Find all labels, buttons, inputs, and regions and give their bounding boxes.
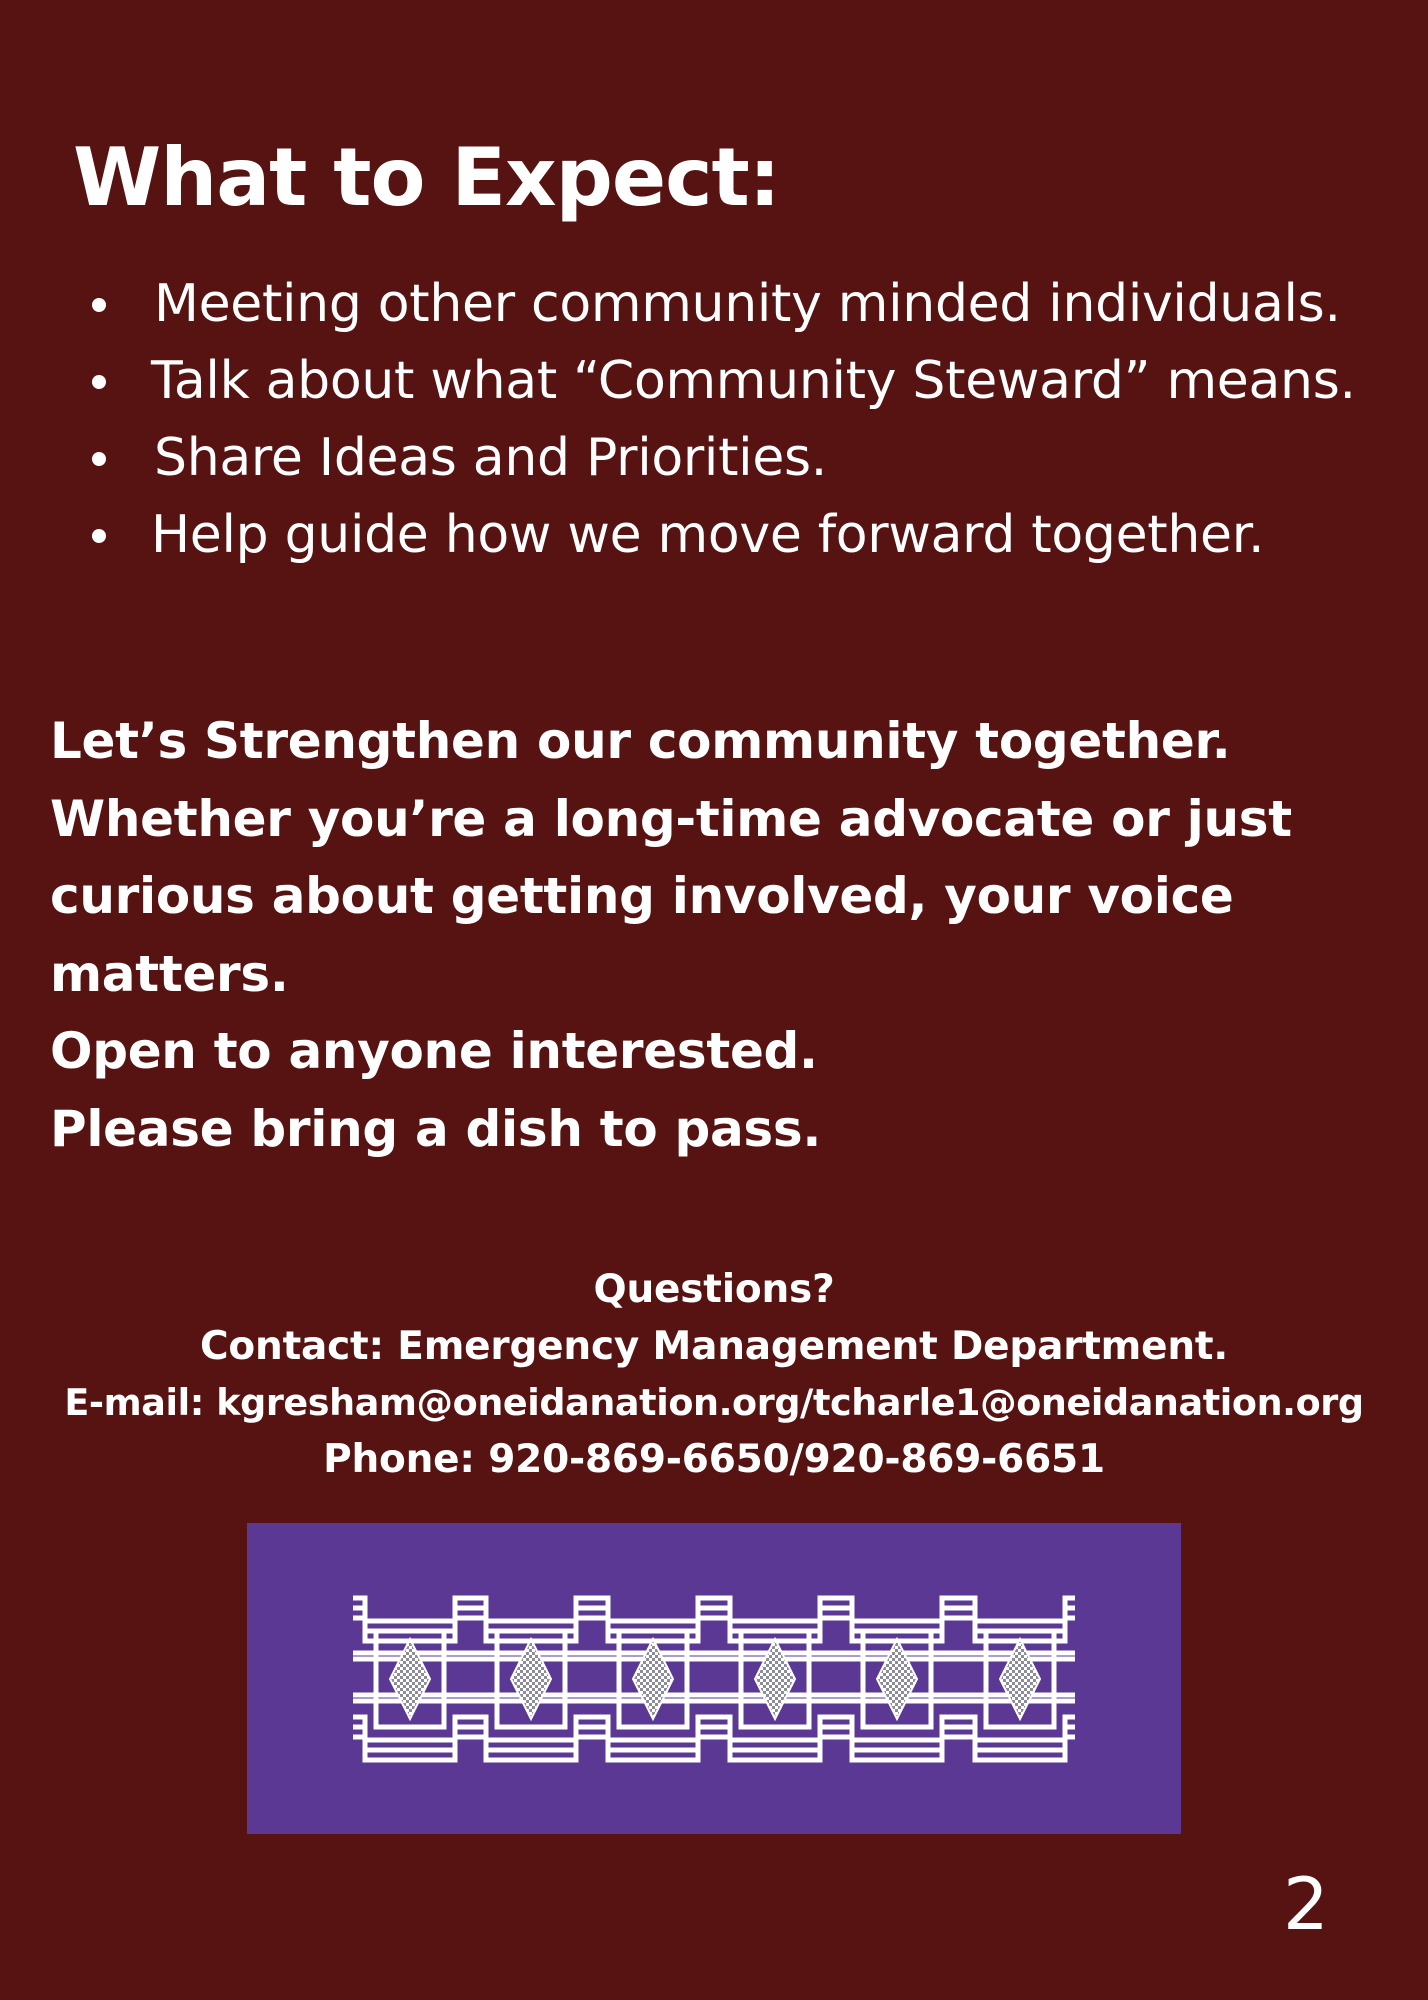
contact-phone: Phone: 920-869-6650/920-869-6651 — [323, 1436, 1105, 1482]
page-number: 2 — [1283, 1862, 1329, 1946]
page-title: What to Expect: — [73, 131, 780, 224]
beadwork-stripe — [353, 1737, 1075, 1760]
bullet-icon — [92, 452, 106, 466]
message-line: matters. — [50, 944, 289, 1003]
message-line: curious about getting involved, your voice — [50, 867, 1234, 925]
contact-info — [30, 1262, 1398, 1488]
contact-email: E-mail: kgresham@oneidanation.org/tcharle1@oneidanation.org — [64, 1381, 1364, 1424]
list-item-text: Meeting other community minded individuals. — [154, 274, 1341, 334]
bullet-icon — [92, 375, 106, 389]
message-line: Let’s Strengthen our community together. — [50, 712, 1231, 770]
beadwork-pattern-icon — [247, 1523, 1181, 1834]
message-line: Please bring a dish to pass. — [50, 1099, 822, 1158]
invitation-message — [50, 703, 1350, 1168]
message-line: Whether you’re a long-time advocate or just — [50, 789, 1292, 848]
bullet-icon — [92, 298, 106, 312]
questions-heading: Questions? — [593, 1267, 835, 1312]
beadwork-stripe — [353, 1618, 1075, 1641]
message-line: Open to anyone interested. — [50, 1022, 818, 1080]
list-item-text: Share Ideas and Priorities. — [154, 428, 828, 488]
contact-department: Contact: Emergency Management Department. — [200, 1323, 1228, 1369]
list-item-text: Help guide how we move forward together. — [151, 505, 1265, 565]
beadwork-emblem — [247, 1523, 1181, 1834]
list-item-text: Talk about what “Community Steward” means. — [151, 351, 1356, 411]
bullet-icon — [92, 529, 106, 543]
